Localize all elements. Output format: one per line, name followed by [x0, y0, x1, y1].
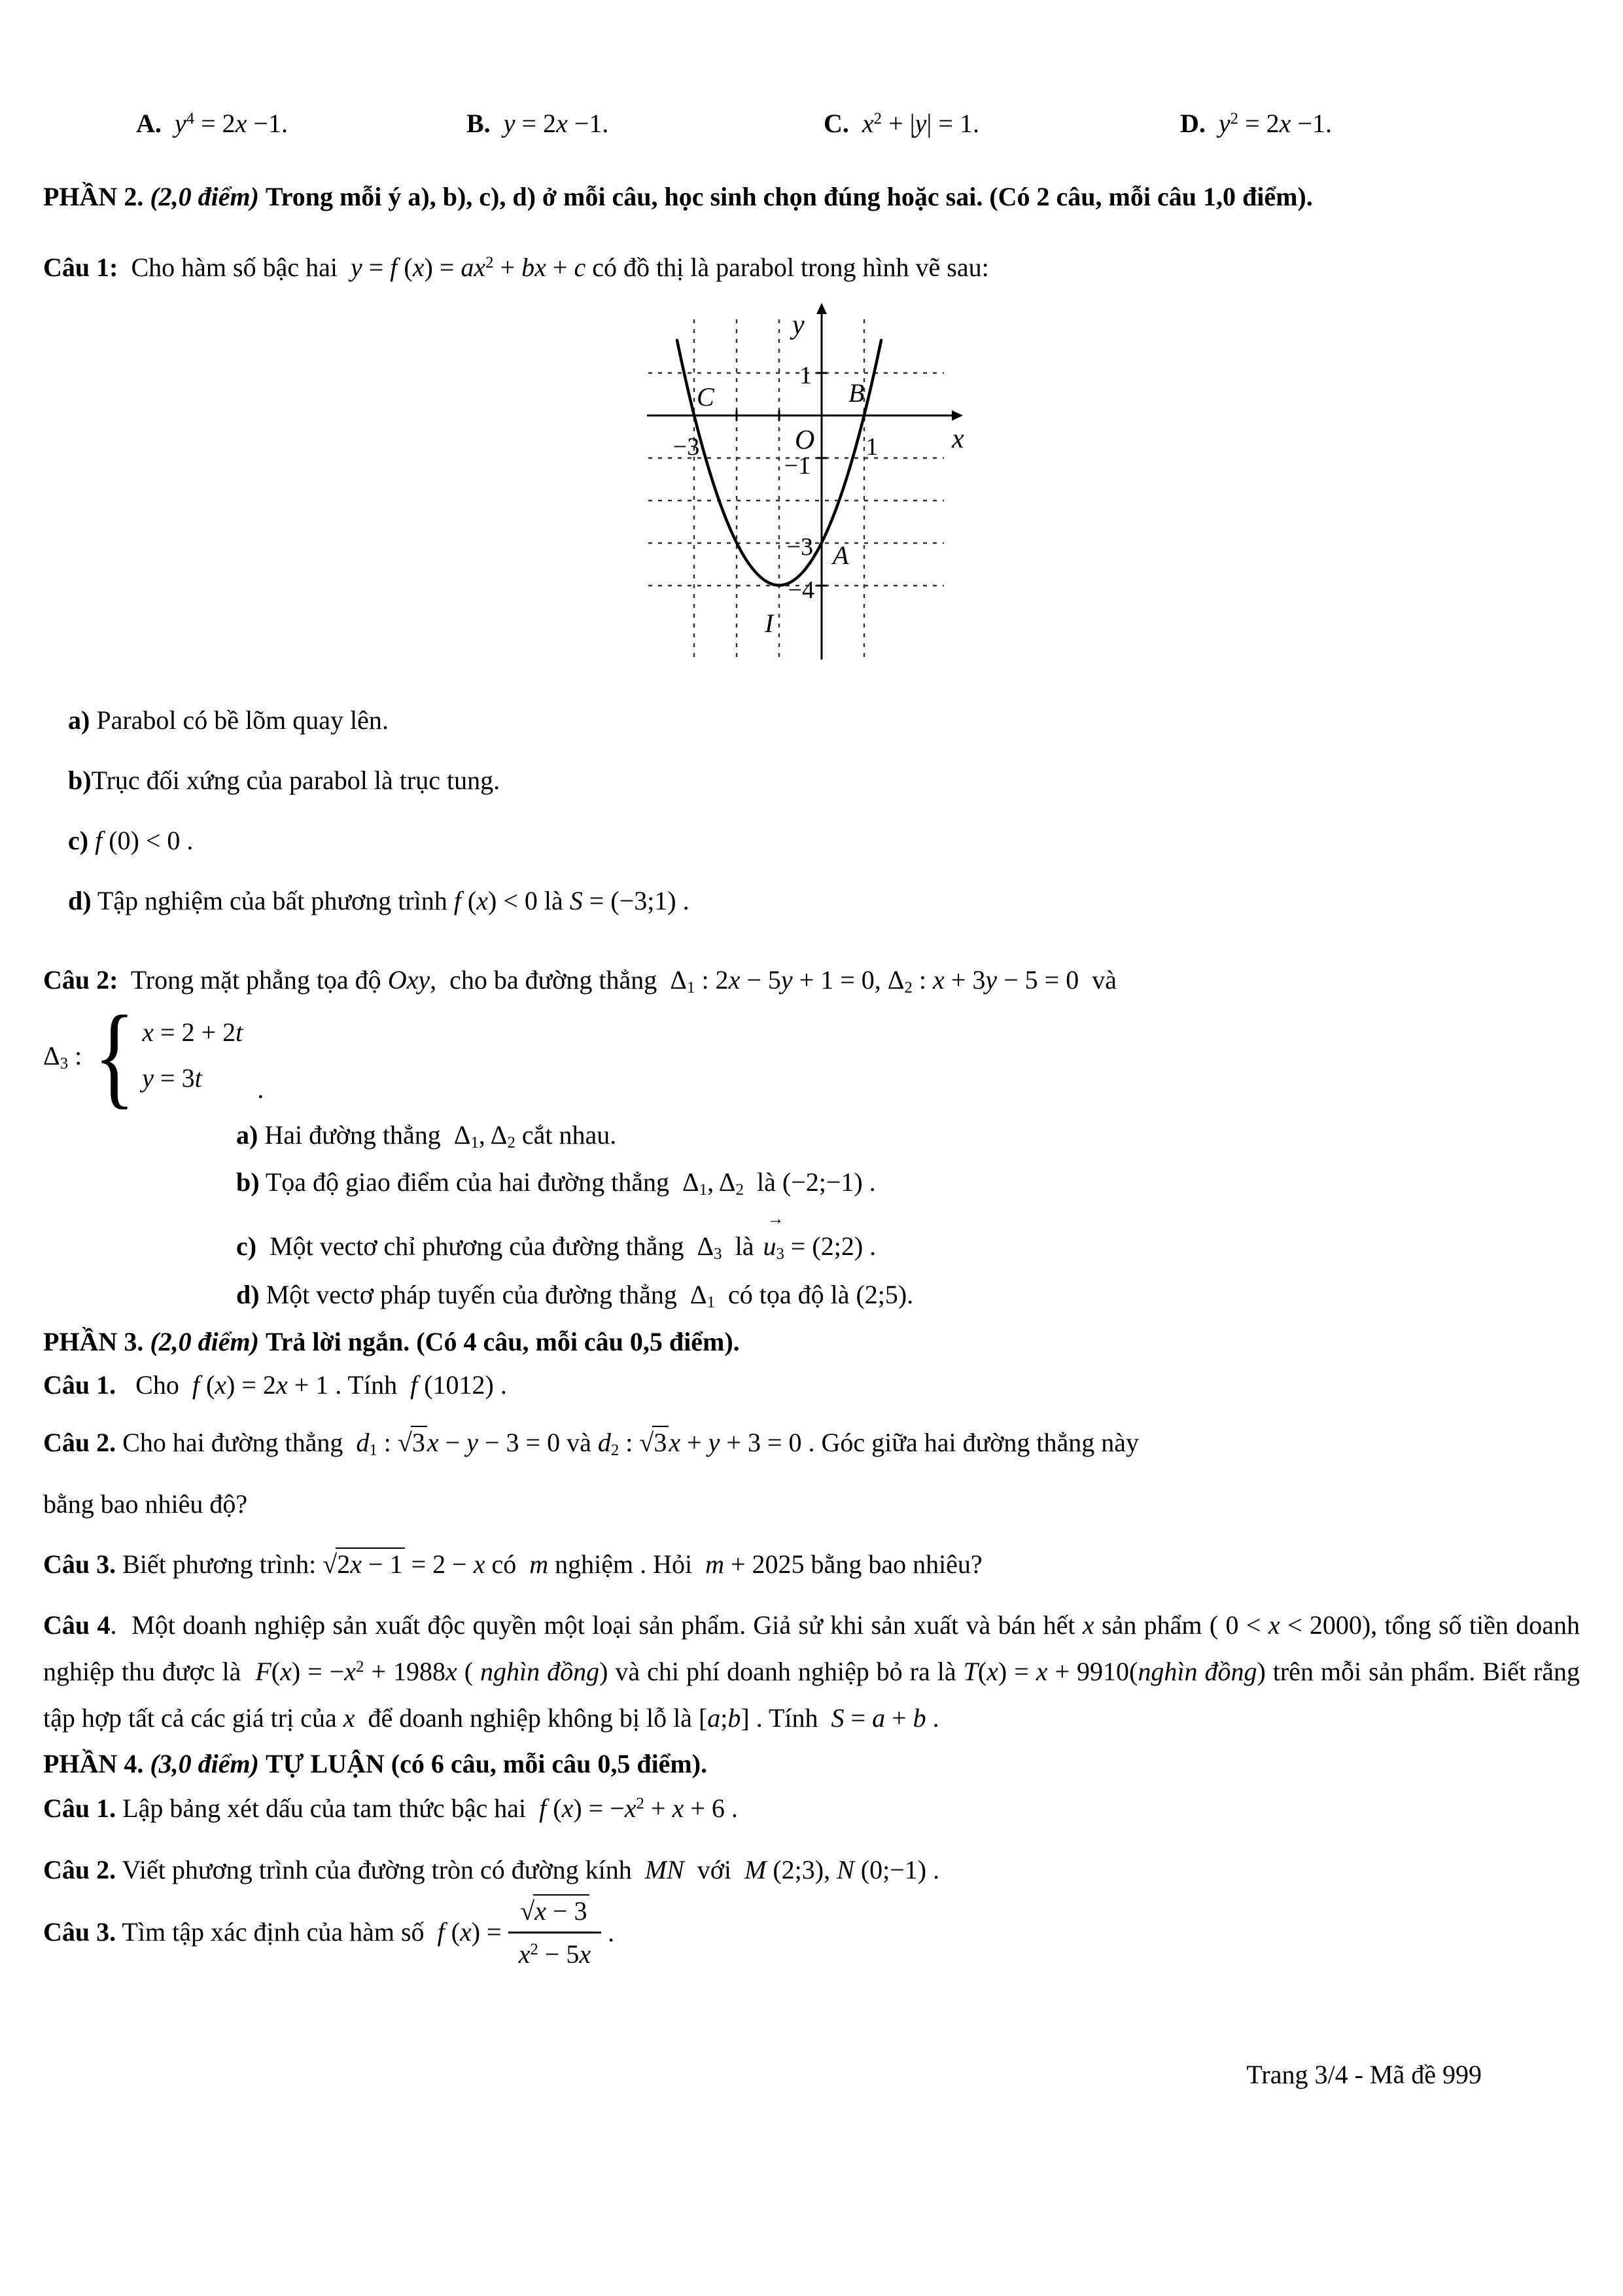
fraction-denominator: $x^2 - 5x$: [508, 1932, 602, 1969]
fraction-numerator: √x − 3: [508, 1896, 602, 1932]
tick-label-yneg3: −3: [786, 533, 813, 561]
part2-cau2-item-b: b) Tọa độ giao điểm của hai đường thẳng $\Delta_1$, $\Delta_2$ là (−2;−1) .: [236, 1167, 876, 1199]
part4-heading: PHẦN 4. (3,0 điểm) TỰ LUẬN (có 6 câu, mỗi câu 0,5 điểm).: [43, 1748, 708, 1778]
x-axis-label: x: [952, 424, 964, 454]
point-i-label: I: [765, 609, 774, 638]
grid-lines: [648, 319, 944, 660]
part4-cau3: [43, 1896, 1580, 1969]
parabola-figure: [629, 294, 969, 671]
mc-option-a-formula: $y^4 = 2x -1$.: [174, 109, 288, 138]
origin-label: O: [795, 425, 815, 455]
part2-cau1-item-a: a) Parabol có bề lõm quay lên.: [68, 705, 389, 735]
part2-cau2-system: [43, 992, 1580, 1119]
tick-label-y1: 1: [799, 362, 812, 389]
part3-cau1: Câu 1. Cho f (x) = 2x + 1 . Tính f (1012) .: [43, 1369, 507, 1400]
tick-label-yneg4: −4: [788, 576, 814, 604]
point-a-label: A: [833, 540, 849, 570]
tick-label-xneg3: −3: [672, 433, 700, 461]
system-eq1: x = 2 + 2t: [142, 1017, 243, 1048]
part3-cau2-line1: Câu 2. Cho hai đường thẳng $d_1$ : √3x − y − 3 = 0 và $d_2$ : √3x + y + 3 = 0 . Góc giữa hai đường thẳng này: [43, 1422, 1580, 1463]
part2-cau2-item-d: d) Một vectơ pháp tuyến của đường thẳng $\Delta_1$ có tọa độ là (2;5).: [236, 1279, 914, 1312]
mc-option-d-label: D.: [1180, 109, 1206, 138]
part2-cau1-item-d: d) Tập nghiệm của bất phương trình f (x) < 0 là S = (−3;1) .: [68, 886, 689, 915]
part4-cau3-prefix: Câu 3. Tìm tập xác định của hàm số f (x) =: [43, 1917, 502, 1947]
part2-cau1-intro: Câu 1: Cho hàm số bậc hai y = f $(x) = ax^2$ + bx + c có đồ thị là parabol trong hình vẽ sau:: [43, 253, 989, 282]
mc-option-b: [466, 108, 824, 139]
part2-cau2-intro: Câu 2: Trong mặt phẳng tọa độ Oxy, cho ba đường thẳng $\Delta_1$ : 2x − 5y + 1 = 0, $\Delta_2$ : x + 3y − 5 = 0 và: [43, 965, 1117, 997]
mc-option-d: [1180, 108, 1332, 139]
y-axis-label: y: [792, 310, 805, 340]
point-c-label: C: [697, 382, 714, 412]
y-axis-arrow-icon: [816, 303, 827, 314]
mc-option-b-formula: y = 2x −1.: [503, 109, 609, 138]
system-period: .: [257, 1074, 264, 1104]
part4-cau1: Câu 1. Lập bảng xét dấu của tam thức bậc hai f $(x) = -x^2 + x + 6$ .: [43, 1793, 738, 1823]
mc-option-c-label: C.: [824, 109, 849, 138]
part2-cau2-item-c: c) Một vectơ chỉ phương của đường thẳng $\Delta_3$ là → $u_3$ = (2;2) .: [236, 1209, 877, 1263]
part3-cau4: Câu 4. Một doanh nghiệp sản xuất độc quyền một loại sản phẩm. Giả sử khi sản xuất và bán hết x sản phẩm ( 0 < x < 2000), tổng số tiền doanh nghiệp thu được là $F(x) = -x^2 + 1988x$ ( nghìn đồng) và chi phí doanh nghiệp bỏ ra là T(x) = x + 9910(nghìn đồng) trên mỗi sản phẩm. Biết rằng tập hợp tất cả các giá trị của x để doanh nghiệp không bị lỗ là [a;b] . Tính S = a + b .: [43, 1610, 1580, 1733]
fraction: [508, 1896, 602, 1969]
x-axis-arrow-icon: [952, 410, 963, 421]
part2-cau1-item-c: c) f (0) < 0 .: [68, 826, 194, 855]
system-equations: [142, 1015, 243, 1096]
page-footer: Trang 3/4 - Mã đề 999: [1246, 2059, 1482, 2089]
mc-option-b-label: B.: [466, 109, 491, 138]
mc-option-d-formula: $y^2 = 2x -1$.: [1218, 109, 1332, 138]
system-brace: {: [94, 992, 135, 1119]
mc-option-c: [824, 108, 1180, 139]
tick-label-yneg1: −1: [784, 452, 811, 480]
mc-option-a-label: A.: [136, 109, 162, 138]
graph-labels: [673, 310, 964, 638]
part4-cau2: Câu 2. Viết phương trình của đường tròn có đường kính MN với M (2;3), N (0;−1) .: [43, 1854, 940, 1884]
part2-cau2-item-a: a) Hai đường thẳng $\Delta_1$, $\Delta_2$ cắt nhau.: [236, 1120, 617, 1152]
tick-label-x1: 1: [865, 433, 879, 461]
part3-cau3: Câu 3. Biết phương trình: √2x − 1 = 2 − x có m nghiệm . Hỏi m + 2025 bằng bao nhiêu?: [43, 1544, 1580, 1585]
part2-heading: PHẦN 2. (2,0 điểm) Trong mỗi ý a), b), c), d) ở mỗi câu, học sinh chọn đúng hoặc sai. (Có 2 câu, mỗi câu 1,0 điểm).: [43, 182, 1313, 211]
mc-option-a: [136, 108, 466, 139]
system-prefix: $\Delta_3$ :: [43, 1040, 82, 1073]
mc-options-row: [43, 108, 1580, 139]
part4-cau3-period: .: [608, 1917, 615, 1947]
part3-cau2-line2: bằng bao nhiêu độ?: [43, 1489, 248, 1519]
part3-heading: PHẦN 3. (2,0 điểm) Trả lời ngắn. (Có 4 câu, mỗi câu 0,5 điểm).: [43, 1326, 740, 1356]
part2-cau1-item-b: b)Trục đối xứng của parabol là trục tung.: [68, 766, 500, 795]
mc-option-c-formula: $x^2 + |y| = 1$.: [862, 109, 979, 138]
point-b-label: B: [848, 378, 865, 408]
parabola-graph-svg: [629, 294, 969, 671]
system-eq2: y = 3t: [142, 1063, 202, 1093]
